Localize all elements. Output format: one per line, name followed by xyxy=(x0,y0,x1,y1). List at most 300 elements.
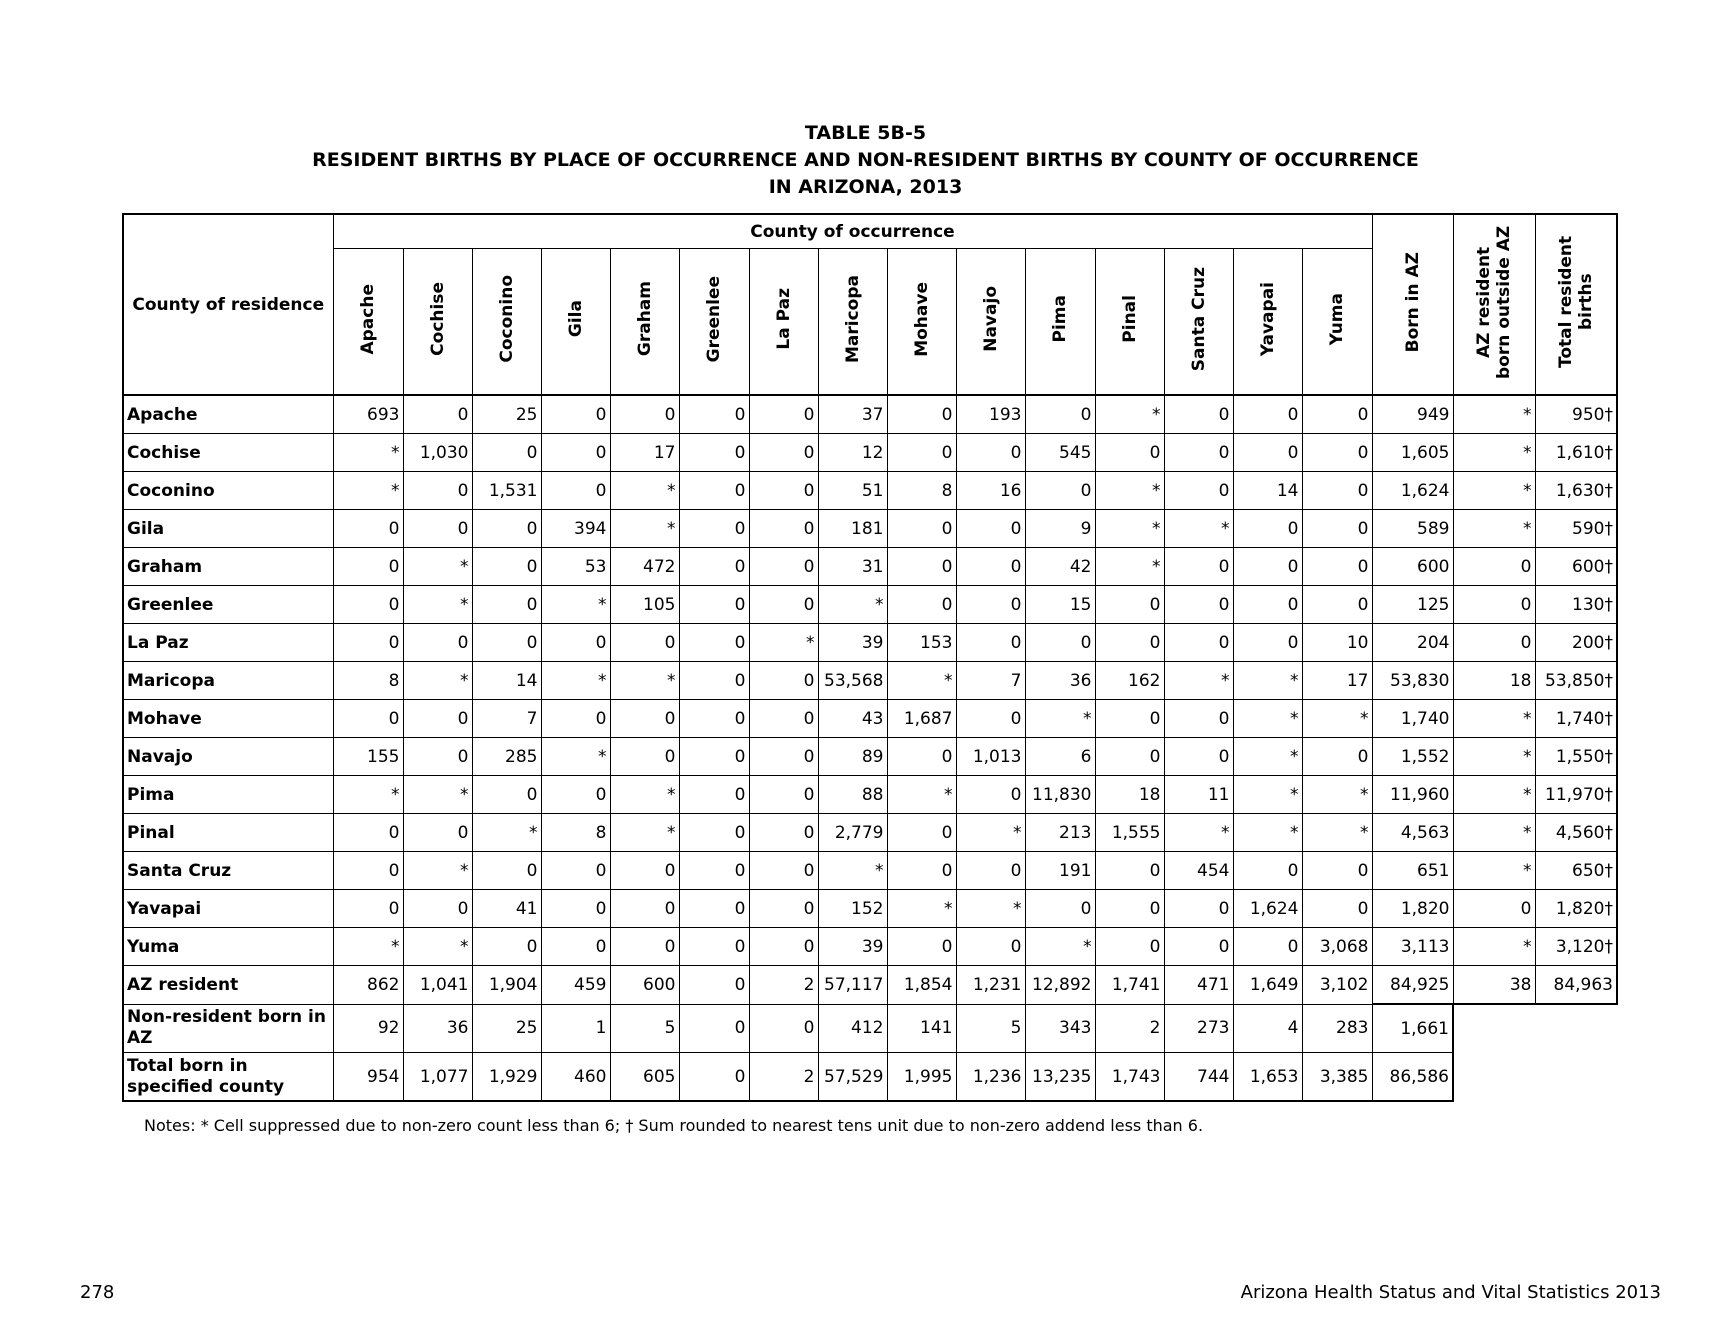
table-cell: 1,624 xyxy=(1372,472,1453,510)
table-cell: 0 xyxy=(1025,472,1095,510)
table-cell: * xyxy=(956,890,1025,928)
table-cell: 0 xyxy=(1302,738,1372,776)
title-line-2: RESIDENT BIRTHS BY PLACE OF OCCURRENCE AND NON-RESIDENT BIRTHS BY COUNTY OF OCCURRENCE xyxy=(312,149,1419,171)
table-cell: 0 xyxy=(1095,624,1164,662)
table-cell: 0 xyxy=(679,472,749,510)
table-cell: 0 xyxy=(679,928,749,966)
table-cell: 53,568 xyxy=(818,662,887,700)
table-cell: * xyxy=(610,814,679,852)
table-cell: 153 xyxy=(887,624,956,662)
table-cell: 1,653 xyxy=(1233,1053,1302,1102)
table-cell: 84,963 xyxy=(1535,966,1617,1005)
table-cell: 0 xyxy=(333,510,403,548)
table-cell: 2,779 xyxy=(818,814,887,852)
table-cell: 0 xyxy=(679,548,749,586)
table-row xyxy=(123,510,1617,548)
table-cell: 1,740 xyxy=(1372,700,1453,738)
table-cell: 0 xyxy=(1453,586,1535,624)
table-cell: 181 xyxy=(818,510,887,548)
row-label: Yuma xyxy=(123,928,333,966)
table-cell: 38 xyxy=(1453,966,1535,1005)
table-cell: 590† xyxy=(1535,510,1617,548)
table-cell: 105 xyxy=(610,586,679,624)
table-cell: * xyxy=(1025,928,1095,966)
table-cell: 0 xyxy=(403,890,472,928)
table-cell: 0 xyxy=(1453,548,1535,586)
table-cell: 0 xyxy=(610,890,679,928)
table-cell: 0 xyxy=(1164,434,1233,472)
header-county-pima: Pima xyxy=(1025,249,1095,396)
table-cell: 11,970† xyxy=(1535,776,1617,814)
table-cell: 193 xyxy=(956,395,1025,434)
table-cell: 0 xyxy=(749,738,818,776)
table-cell: 0 xyxy=(749,814,818,852)
table-cell: 0 xyxy=(1164,928,1233,966)
empty-cell xyxy=(1453,1004,1535,1053)
table-cell: 57,529 xyxy=(818,1053,887,1102)
table-cell: 949 xyxy=(1372,395,1453,434)
table-cell: * xyxy=(1453,738,1535,776)
table-cell: 0 xyxy=(403,738,472,776)
table-cell: 0 xyxy=(887,510,956,548)
row-label: Mohave xyxy=(123,700,333,738)
table-cell: * xyxy=(1453,510,1535,548)
table-cell: * xyxy=(1233,662,1302,700)
table-cell: 1,929 xyxy=(472,1053,541,1102)
table-cell: 0 xyxy=(679,624,749,662)
table-cell: 0 xyxy=(403,510,472,548)
table-cell: 39 xyxy=(818,928,887,966)
table-cell: 0 xyxy=(1095,586,1164,624)
table-row xyxy=(123,700,1617,738)
table-cell: 0 xyxy=(1095,700,1164,738)
table-cell: 130† xyxy=(1535,586,1617,624)
table-cell: 693 xyxy=(333,395,403,434)
table-cell: * xyxy=(1233,700,1302,738)
table-cell: 0 xyxy=(1302,890,1372,928)
table-cell: 0 xyxy=(541,434,610,472)
table-cell: 0 xyxy=(749,472,818,510)
table-cell: 0 xyxy=(541,776,610,814)
row-label: Gila xyxy=(123,510,333,548)
header-county-navajo: Navajo xyxy=(956,249,1025,396)
table-cell: 0 xyxy=(333,852,403,890)
header-county-mohave: Mohave xyxy=(887,249,956,396)
table-cell: 0 xyxy=(887,852,956,890)
table-cell: 152 xyxy=(818,890,887,928)
table-cell: 0 xyxy=(1233,852,1302,890)
row-label: Total born in specified county xyxy=(123,1053,333,1102)
table-cell: 472 xyxy=(610,548,679,586)
table-cell: 36 xyxy=(1025,662,1095,700)
table-cell: * xyxy=(1302,776,1372,814)
table-cell: 0 xyxy=(749,586,818,624)
table-cell: 605 xyxy=(610,1053,679,1102)
table-cell: * xyxy=(1095,510,1164,548)
table-cell: 13,235 xyxy=(1025,1053,1095,1102)
table-cell: * xyxy=(1453,928,1535,966)
table-title xyxy=(0,120,1731,201)
table-cell: 0 xyxy=(1025,890,1095,928)
table-cell: 744 xyxy=(1164,1053,1233,1102)
table-cell: 2 xyxy=(749,1053,818,1102)
header-county-of-occurrence: County of occurrence xyxy=(333,214,1372,249)
table-cell: * xyxy=(610,510,679,548)
table-cell: * xyxy=(1453,852,1535,890)
table-cell: 88 xyxy=(818,776,887,814)
table-cell: 0 xyxy=(1302,434,1372,472)
table-cell: 0 xyxy=(679,510,749,548)
table-cell: 0 xyxy=(541,700,610,738)
table-cell: * xyxy=(1453,472,1535,510)
table-cell: 51 xyxy=(818,472,887,510)
table-cell: 0 xyxy=(541,395,610,434)
table-cell: 0 xyxy=(679,966,749,1005)
table-cell: 0 xyxy=(1302,548,1372,586)
table-cell: 0 xyxy=(403,700,472,738)
table-cell: 0 xyxy=(1164,700,1233,738)
table-cell: * xyxy=(1233,738,1302,776)
table-cell: 12,892 xyxy=(1025,966,1095,1005)
table-cell: 16 xyxy=(956,472,1025,510)
table-cell: 0 xyxy=(1233,586,1302,624)
header-county-santa-cruz: Santa Cruz xyxy=(1164,249,1233,396)
table-row xyxy=(123,472,1617,510)
table-cell: * xyxy=(1453,700,1535,738)
table-cell: 471 xyxy=(1164,966,1233,1005)
table-cell: 589 xyxy=(1372,510,1453,548)
table-cell: 204 xyxy=(1372,624,1453,662)
table-cell: 3,385 xyxy=(1302,1053,1372,1102)
header-county-pinal: Pinal xyxy=(1095,249,1164,396)
table-row xyxy=(123,1053,1617,1102)
table-cell: * xyxy=(333,434,403,472)
table-row xyxy=(123,1004,1617,1053)
table-cell: 0 xyxy=(749,395,818,434)
table-cell: 0 xyxy=(956,548,1025,586)
header-county-cochise: Cochise xyxy=(403,249,472,396)
table-cell: 0 xyxy=(1233,624,1302,662)
table-cell: * xyxy=(333,472,403,510)
table-row xyxy=(123,738,1617,776)
table-row xyxy=(123,928,1617,966)
table-cell: 0 xyxy=(1302,510,1372,548)
table-cell: * xyxy=(333,776,403,814)
table-row xyxy=(123,662,1617,700)
header-total-resident-births: Total resident births xyxy=(1535,214,1617,395)
table-cell: * xyxy=(749,624,818,662)
table-cell: * xyxy=(1025,700,1095,738)
table-cell: 0 xyxy=(1025,395,1095,434)
row-label: Greenlee xyxy=(123,586,333,624)
births-table xyxy=(122,213,1618,1102)
table-cell: * xyxy=(333,928,403,966)
table-cell: * xyxy=(887,890,956,928)
table-cell: 600 xyxy=(610,966,679,1005)
table-cell: 8 xyxy=(333,662,403,700)
table-cell: 1,077 xyxy=(403,1053,472,1102)
table-cell: 0 xyxy=(403,814,472,852)
table-cell: 394 xyxy=(541,510,610,548)
header-county-la-paz: La Paz xyxy=(749,249,818,396)
table-cell: 41 xyxy=(472,890,541,928)
table-cell: 0 xyxy=(887,395,956,434)
table-cell: 0 xyxy=(887,586,956,624)
table-cell: 0 xyxy=(610,738,679,776)
table-cell: 15 xyxy=(1025,586,1095,624)
table-cell: 1,687 xyxy=(887,700,956,738)
table-cell: 0 xyxy=(887,814,956,852)
table-cell: 950† xyxy=(1535,395,1617,434)
table-cell: 0 xyxy=(679,814,749,852)
header-county-yuma: Yuma xyxy=(1302,249,1372,396)
table-cell: 11,960 xyxy=(1372,776,1453,814)
table-cell: 17 xyxy=(1302,662,1372,700)
table-cell: 0 xyxy=(333,890,403,928)
table-cell: 0 xyxy=(749,852,818,890)
table-row xyxy=(123,966,1617,1005)
table-cell: * xyxy=(1164,814,1233,852)
table-cell: 343 xyxy=(1025,1004,1095,1053)
table-cell: 6 xyxy=(1025,738,1095,776)
table-cell: * xyxy=(818,586,887,624)
table-cell: 1,610† xyxy=(1535,434,1617,472)
table-cell: 213 xyxy=(1025,814,1095,852)
table-cell: 1,649 xyxy=(1233,966,1302,1005)
table-cell: 0 xyxy=(333,624,403,662)
table-cell: 0 xyxy=(472,510,541,548)
table-cell: * xyxy=(403,928,472,966)
table-row xyxy=(123,624,1617,662)
table-cell: 651 xyxy=(1372,852,1453,890)
table-row xyxy=(123,890,1617,928)
table-cell: 0 xyxy=(679,852,749,890)
table-cell: 3,068 xyxy=(1302,928,1372,966)
row-label: Graham xyxy=(123,548,333,586)
table-cell: 0 xyxy=(1164,472,1233,510)
table-cell: * xyxy=(403,548,472,586)
table-row xyxy=(123,852,1617,890)
table-cell: 285 xyxy=(472,738,541,776)
table-cell: 1,555 xyxy=(1095,814,1164,852)
table-cell: 460 xyxy=(541,1053,610,1102)
table-cell: 283 xyxy=(1302,1004,1372,1053)
table-cell: 0 xyxy=(749,928,818,966)
table-cell: 0 xyxy=(472,624,541,662)
table-cell: 0 xyxy=(1233,395,1302,434)
header-county-greenlee: Greenlee xyxy=(679,249,749,396)
table-row xyxy=(123,776,1617,814)
table-cell: 0 xyxy=(1453,624,1535,662)
table-cell: 0 xyxy=(1302,852,1372,890)
table-cell: 0 xyxy=(1164,738,1233,776)
table-cell: 2 xyxy=(749,966,818,1005)
table-cell: 1,531 xyxy=(472,472,541,510)
table-cell: 0 xyxy=(679,395,749,434)
table-cell: 0 xyxy=(1233,510,1302,548)
table-cell: 42 xyxy=(1025,548,1095,586)
table-cell: 0 xyxy=(1233,434,1302,472)
title-line-1: TABLE 5B-5 xyxy=(804,122,927,144)
row-label: Non-resident born in AZ xyxy=(123,1004,333,1053)
header-county-yavapai: Yavapai xyxy=(1233,249,1302,396)
table-cell: 1,743 xyxy=(1095,1053,1164,1102)
table-cell: 650† xyxy=(1535,852,1617,890)
table-cell: 4,563 xyxy=(1372,814,1453,852)
empty-cell xyxy=(1535,1004,1617,1053)
table-cell: 1,741 xyxy=(1095,966,1164,1005)
table-cell: 0 xyxy=(956,510,1025,548)
table-cell: 1,820† xyxy=(1535,890,1617,928)
table-cell: 0 xyxy=(887,434,956,472)
table-cell: * xyxy=(610,472,679,510)
table-cell: 18 xyxy=(1095,776,1164,814)
table-cell: 36 xyxy=(403,1004,472,1053)
table-cell: 1,995 xyxy=(887,1053,956,1102)
table-cell: * xyxy=(472,814,541,852)
table-cell: 8 xyxy=(541,814,610,852)
table-cell: * xyxy=(403,586,472,624)
table-cell: 0 xyxy=(610,928,679,966)
table-cell: 0 xyxy=(956,624,1025,662)
header-county-apache: Apache xyxy=(333,249,403,396)
row-label: Navajo xyxy=(123,738,333,776)
table-cell: 0 xyxy=(1095,738,1164,776)
table-cell: 1,236 xyxy=(956,1053,1025,1102)
table-cell: 0 xyxy=(887,928,956,966)
table-cell: 9 xyxy=(1025,510,1095,548)
table-cell: 600† xyxy=(1535,548,1617,586)
table-notes: Notes: * Cell suppressed due to non-zero count less than 6; † Sum rounded to nearest tens unit due to non-zero addend less than 6. xyxy=(144,1116,1204,1135)
table-cell: * xyxy=(610,776,679,814)
table-cell: 0 xyxy=(956,776,1025,814)
table-cell: * xyxy=(1164,662,1233,700)
table-cell: 0 xyxy=(610,395,679,434)
table-cell: 0 xyxy=(749,548,818,586)
table-cell: 2 xyxy=(1095,1004,1164,1053)
table-cell: 0 xyxy=(679,738,749,776)
table-cell: 0 xyxy=(679,434,749,472)
table-cell: 0 xyxy=(1164,890,1233,928)
table-cell: * xyxy=(956,814,1025,852)
table-cell: 53,830 xyxy=(1372,662,1453,700)
row-label: Santa Cruz xyxy=(123,852,333,890)
table-cell: 0 xyxy=(333,586,403,624)
table-cell: 0 xyxy=(1095,852,1164,890)
table-cell: 31 xyxy=(818,548,887,586)
table-cell: 1,854 xyxy=(887,966,956,1005)
table-cell: 84,925 xyxy=(1372,966,1453,1005)
table-cell: 162 xyxy=(1095,662,1164,700)
table-cell: 545 xyxy=(1025,434,1095,472)
table-cell: 0 xyxy=(541,624,610,662)
table-cell: 37 xyxy=(818,395,887,434)
table-cell: 57,117 xyxy=(818,966,887,1005)
table-cell: 17 xyxy=(610,434,679,472)
table-cell: * xyxy=(403,852,472,890)
row-label: Pinal xyxy=(123,814,333,852)
table-cell: 0 xyxy=(749,662,818,700)
row-label: Coconino xyxy=(123,472,333,510)
table-cell: 0 xyxy=(1233,548,1302,586)
table-cell: 0 xyxy=(749,776,818,814)
table-cell: 1,820 xyxy=(1372,890,1453,928)
table-cell: 0 xyxy=(749,434,818,472)
table-row xyxy=(123,586,1617,624)
table-cell: 0 xyxy=(541,852,610,890)
table-cell: * xyxy=(1453,776,1535,814)
table-cell: 0 xyxy=(1095,434,1164,472)
table-cell: 954 xyxy=(333,1053,403,1102)
table-cell: 89 xyxy=(818,738,887,776)
table-cell: 1 xyxy=(541,1004,610,1053)
table-cell: 1,231 xyxy=(956,966,1025,1005)
table-row xyxy=(123,548,1617,586)
table-cell: 0 xyxy=(541,928,610,966)
table-cell: * xyxy=(541,586,610,624)
table-cell: 5 xyxy=(610,1004,679,1053)
table-cell: 0 xyxy=(749,890,818,928)
table-cell: 4,560† xyxy=(1535,814,1617,852)
header-county-coconino: Coconino xyxy=(472,249,541,396)
table-cell: 191 xyxy=(1025,852,1095,890)
table-cell: 11,830 xyxy=(1025,776,1095,814)
table-cell: 53,850† xyxy=(1535,662,1617,700)
table-cell: 0 xyxy=(1453,890,1535,928)
table-cell: * xyxy=(1095,472,1164,510)
table-cell: 0 xyxy=(679,1053,749,1102)
table-cell: * xyxy=(1302,700,1372,738)
table-cell: * xyxy=(1453,434,1535,472)
table-cell: 0 xyxy=(403,624,472,662)
empty-cell xyxy=(1453,1053,1535,1102)
table-cell: 200† xyxy=(1535,624,1617,662)
header-county-graham: Graham xyxy=(610,249,679,396)
table-cell: 0 xyxy=(956,852,1025,890)
table-cell: 0 xyxy=(403,395,472,434)
table-cell: 1,661 xyxy=(1372,1004,1453,1053)
header-county-maricopa: Maricopa xyxy=(818,249,887,396)
row-label: Yavapai xyxy=(123,890,333,928)
table-cell: 125 xyxy=(1372,586,1453,624)
table-cell: * xyxy=(1233,814,1302,852)
table-cell: 43 xyxy=(818,700,887,738)
table-cell: 155 xyxy=(333,738,403,776)
table-cell: 0 xyxy=(610,852,679,890)
table-cell: 0 xyxy=(333,548,403,586)
table-cell: 412 xyxy=(818,1004,887,1053)
table-cell: 0 xyxy=(333,700,403,738)
table-cell: 3,102 xyxy=(1302,966,1372,1005)
table-cell: 0 xyxy=(956,700,1025,738)
table-cell: * xyxy=(1095,548,1164,586)
table-cell: 0 xyxy=(403,472,472,510)
table-cell: 53 xyxy=(541,548,610,586)
table-cell: 14 xyxy=(472,662,541,700)
table-cell: 1,605 xyxy=(1372,434,1453,472)
table-cell: 7 xyxy=(472,700,541,738)
table-cell: 0 xyxy=(749,510,818,548)
table-row xyxy=(123,395,1617,434)
table-cell: 1,904 xyxy=(472,966,541,1005)
table-cell: 0 xyxy=(1302,586,1372,624)
table-cell: 0 xyxy=(472,434,541,472)
table-cell: 12 xyxy=(818,434,887,472)
table-cell: 0 xyxy=(1164,395,1233,434)
table-cell: 0 xyxy=(1164,548,1233,586)
table-cell: 273 xyxy=(1164,1004,1233,1053)
table-cell: 0 xyxy=(472,928,541,966)
